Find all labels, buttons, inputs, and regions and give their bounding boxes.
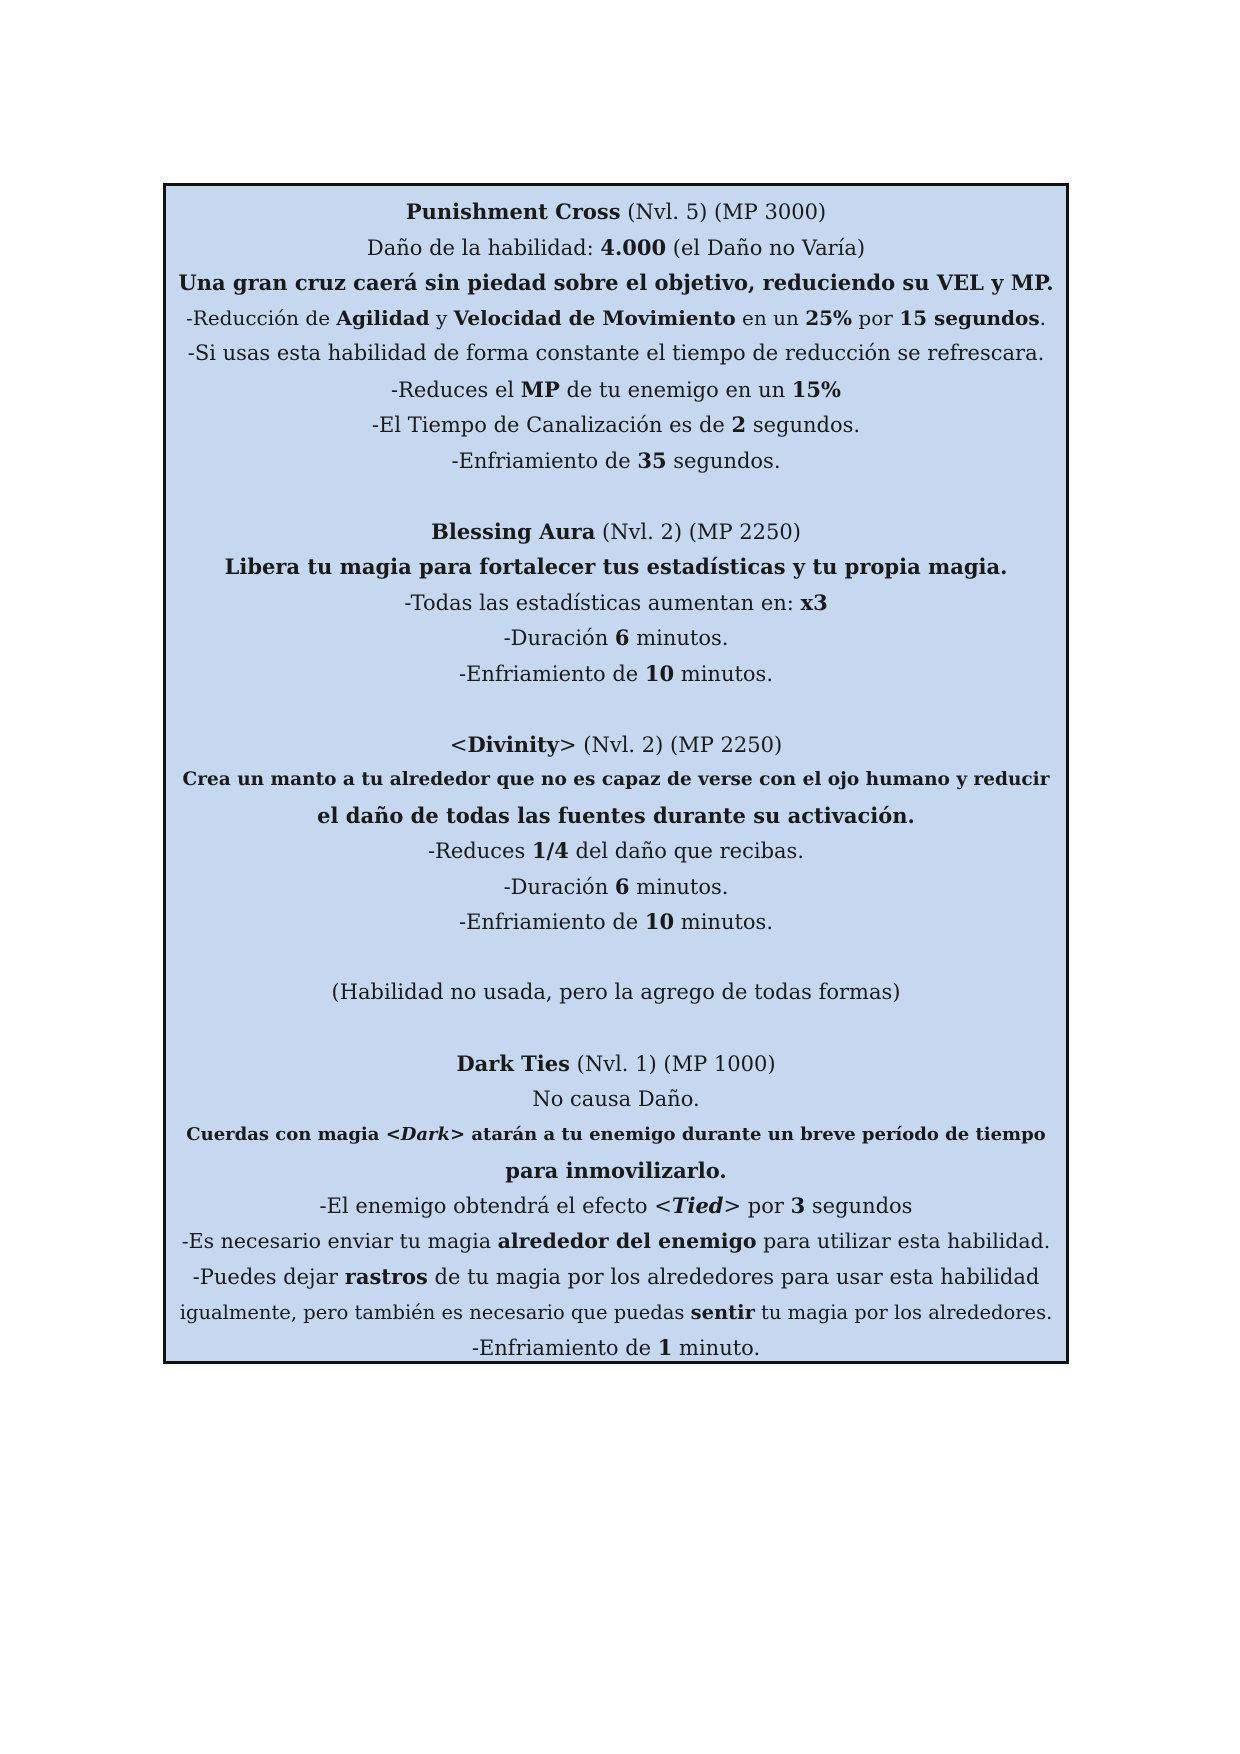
spacer (176, 940, 1056, 976)
skill-description: Cuerdas con magia <Dark> atarán a tu enemigo durante un breve período de tiempo (186, 1124, 1046, 1145)
skill-note: (Habilidad no usada, pero la agrego de todas formas) (331, 980, 901, 1004)
skill-cooldown: -Enfriamiento de 10 minutos. (458, 660, 773, 686)
skill-damage: Daño de la habilidad: 4.000 (el Daño no Varía) (366, 234, 866, 260)
skill-effect: -Si usas esta habilidad de forma constante el tiempo de reducción se refrescara. (187, 341, 1045, 365)
skill-effect: -Todas las estadísticas aumentan en: x3 (404, 589, 828, 615)
skill-effect: -Duración 6 minutos. (503, 873, 729, 899)
skill-box (163, 183, 1069, 1364)
skill-cooldown: -Enfriamiento de 10 minutos. (458, 909, 773, 934)
skill-name: Blessing Aura (431, 518, 596, 544)
skill-header: <Divinity> (Nvl. 2) (MP 2250) (449, 731, 783, 757)
skill-effect: -El enemigo obtendrá el efecto <Tied> por 3 segundos (319, 1193, 913, 1218)
skill-name: Divinity (467, 731, 559, 757)
skill-header: Blessing Aura (Nvl. 2) (MP 2250) (431, 518, 801, 544)
skill-header: Punishment Cross (Nvl. 5) (MP 3000) (405, 199, 827, 224)
skill-description: Libera tu magia para fortalecer tus estadísticas y tu propia magia. (224, 554, 1008, 579)
skill-effect: -Puedes dejar rastros de tu magia por los alrededores para usar esta habilidad (192, 1264, 1040, 1289)
skill-description: Una gran cruz caerá sin piedad sobre el objetivo, reduciendo su VEL y MP. (178, 270, 1054, 295)
skill-effect: -Reduces 1/4 del daño que recibas. (427, 838, 805, 863)
skill-description: Crea un manto a tu alrededor que no es capaz de verse con el ojo humano y reducir (182, 769, 1050, 790)
spacer (176, 1011, 1056, 1047)
skill-name: Dark Ties (456, 1051, 570, 1076)
skill-header: Dark Ties (Nvl. 1) (MP 1000) (456, 1051, 776, 1076)
skill-description: para inmovilizarlo. (505, 1157, 727, 1183)
skill-effect: -Es necesario enviar tu magia alrededor del enemigo para utilizar esta habilidad. (181, 1228, 1051, 1253)
skill-effect: igualmente, pero también es necesario que puedas sentir tu magia por los alrededores. (179, 1300, 1053, 1324)
spacer (176, 478, 1056, 514)
skill-name: Punishment Cross (405, 199, 621, 224)
skill-effect: -Reducción de Agilidad y Velocidad de Movimiento en un 25% por 15 segundos. (186, 305, 1046, 330)
spacer (176, 691, 1056, 727)
skill-cooldown: -Enfriamiento de 35 segundos. (451, 447, 781, 473)
skill-effect: -Reduces el MP de tu enemigo en un 15% (391, 376, 841, 402)
skill-effect: -El Tiempo de Canalización es de 2 segundos. (371, 412, 861, 437)
skill-description: el daño de todas las fuentes durante su activación. (317, 802, 915, 828)
skill-cooldown: -Enfriamiento de 1 minuto. (471, 1335, 761, 1360)
skill-effect: -Duración 6 minutos. (503, 625, 729, 650)
skill-damage: No causa Daño. (532, 1086, 700, 1111)
